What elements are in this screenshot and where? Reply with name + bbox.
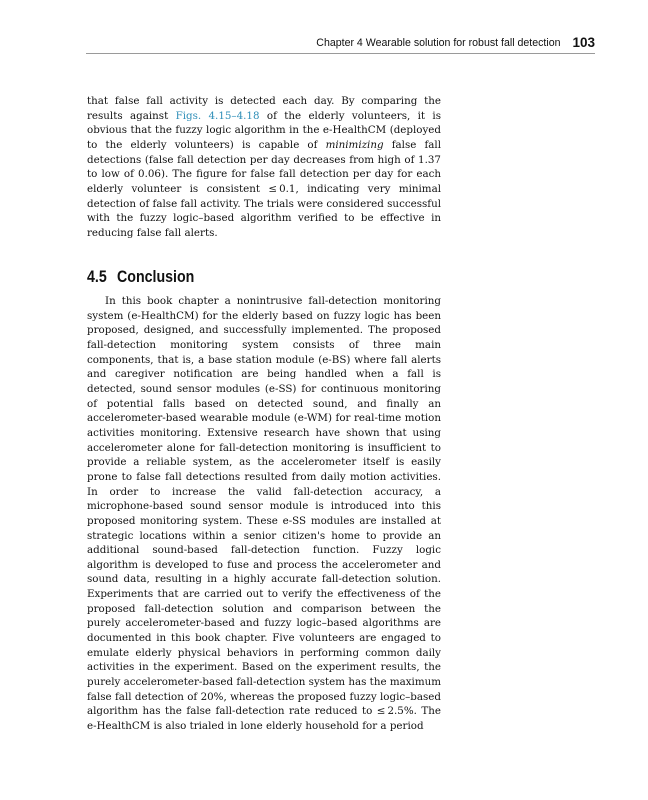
section-number: 4.5	[87, 268, 107, 286]
paragraph-1	[87, 94, 441, 241]
paragraph-2-text: In this book chapter a nonintrusive fall-detection monitoring system (e-HealthCM) for the elderly based on fuzzy logic has been proposed, designed, and successfully implemented. The proposed fall-detection monitoring system consists of three main components, that is, a base station module (e-BS) where fall alerts and caregiver notification are being handled when a fall is detected, sound sensor modules (e-SS) for continuous monitoring of potential falls based on detected sound, and finally an accelerometer-based wearable module (e-WM) for real-time motion activities monitoring. Extensive research have shown that using accelerometer alone for fall-detection monitoring is insufficient to provide a reliable system, as the accelerometer itself is easily prone to false fall detections resulted from daily motion activities. In order to increase the valid fall-detection accuracy, a microphone-based sound sensor module is introduced into this proposed monitoring system. These e-SS modules are installed at strategic locations within a senior citizen's home to provide an additional sound-based fall-detection function. Fuzzy logic algorithm is developed to fuse and process the accelerometer and sound data, resulting in a highly accurate fall-detection solution. Experiments that are carried out to verify the effectiveness of the proposed fall-detection solution and comparison between the purely accelerometer-based and fuzzy logic–based algorithms are documented in this book chapter. Five volunteers are engaged to emulate elderly physical behaviors in performing common daily activities in the experiment. Based on the experiment results, the purely accelerometer-based fall-detection system has the maximum false fall detection of 20%, whereas the proposed fuzzy logic–based algorithm has the false fall-detection rate reduced to ≤ 2.5%. The e-HealthCM is also trialed in lone elderly household for a period	[87, 295, 441, 733]
paragraph-1-after-link: of the elderly volunteers, it is obvious that the fuzzy logic algorithm in the e-HealthCM (deployed to the elderly volunteers) is capable of	[87, 109, 441, 151]
paragraph-1-text	[87, 94, 441, 241]
emphasis-minimizing: minimizing	[325, 138, 384, 151]
paragraph-2	[87, 294, 441, 734]
paragraph-1-after-emphasis: false fall detections (false fall detection per day decreases from high of 1.37 to low of 0.06). The figure for false fall detection per day for each elderly volunteer is consistent ≤ 0.1, indicating very minimal detection of false fall activity. The trials were considered successful with the fuzzy logic–based algorithm verified to be effective in reducing false fall alerts.	[87, 138, 441, 239]
section-title: Conclusion	[117, 268, 195, 286]
figure-reference-link[interactable]: Figs. 4.15–4.18	[175, 109, 260, 122]
chapter-title: Wearable solution for robust fall detection	[365, 37, 561, 49]
section-heading	[87, 267, 194, 287]
running-head	[86, 35, 595, 54]
chapter-label: Chapter 4	[316, 37, 363, 49]
page-number: 103	[572, 35, 595, 50]
paragraph-1-before-link: that false fall activity is detected each day. By comparing the results against	[87, 95, 441, 122]
